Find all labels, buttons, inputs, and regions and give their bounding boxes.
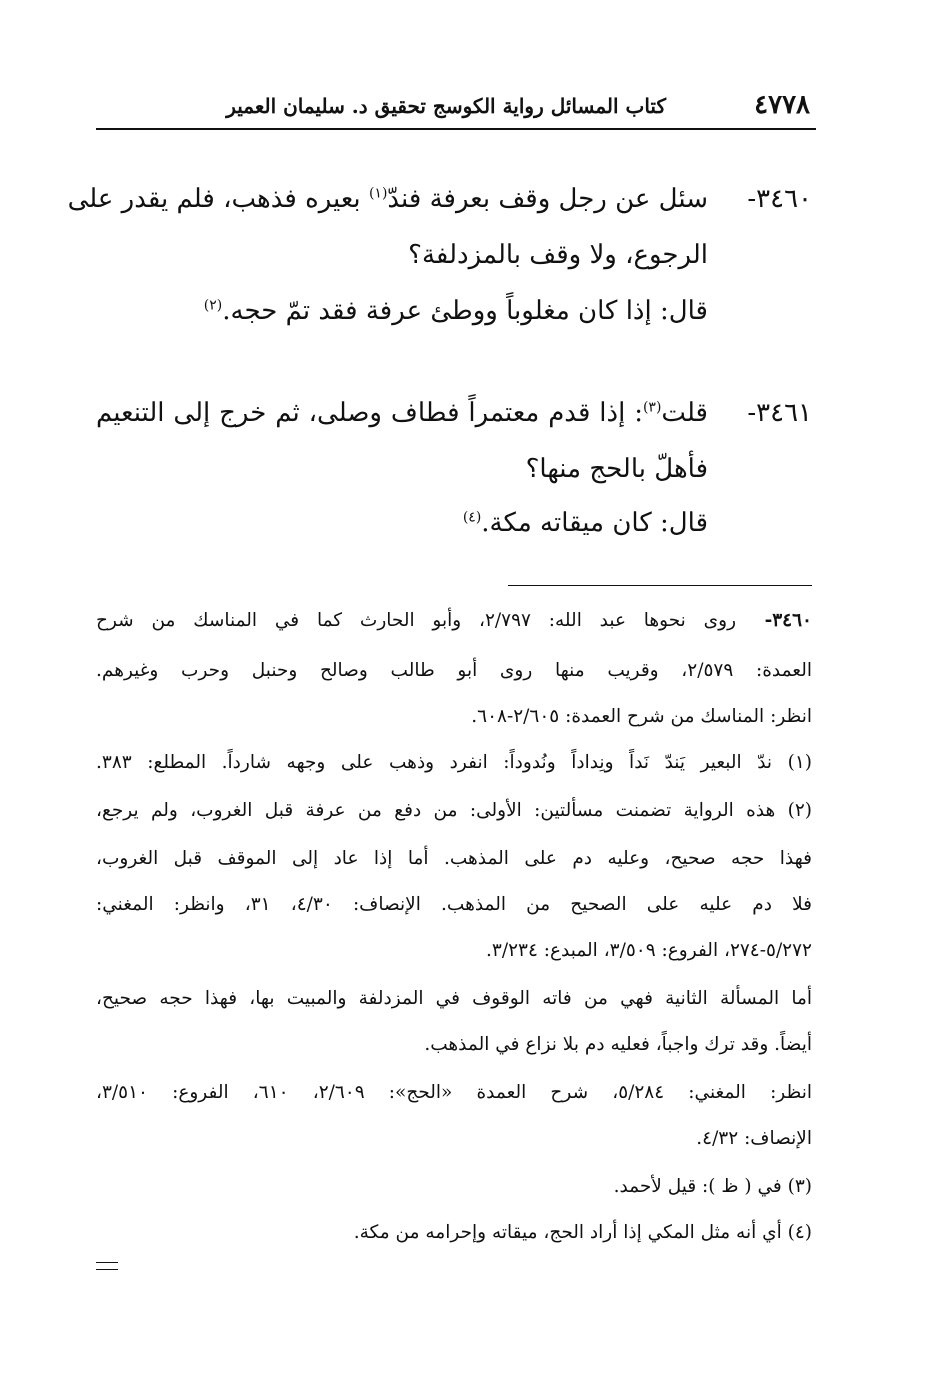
footnote-2-line-2: فهذا حجه صحيح، وعليه دم على المذهب. أما إذا عاد إلى الموقف قبل الغروب،: [96, 848, 812, 869]
footnote-2-line-4: ٥/٢٧٢-٢٧٤، الفروع: ٣/٥٠٩، المبدع: ٣/٢٣٤.: [486, 940, 812, 961]
footnote-2-line-5: أما المسألة الثانية فهي من فاته الوقوف في المزدلفة والمبيت بها، فهذا حجه صحيح،: [96, 988, 812, 1009]
footnote-2-line-8: الإنصاف: ٤/٣٢.: [696, 1128, 812, 1149]
footnote-3460-line-1: روى نحوها عبد الله: ٢/٧٩٧، وأبو الحارث كما في المناسك من شرح: [96, 610, 736, 631]
footnote-3460-label: ٣٤٦٠-: [764, 610, 812, 631]
page-end-mark: [96, 1262, 118, 1270]
footnote-ref-3: (٣): [642, 399, 662, 416]
entry-3461-line-1: قلت$^{(٣)}$: إذا قدم معتمراً فطاف وصلى، ثم خرج إلى التنعيم: [96, 398, 708, 428]
footnote-separator: [508, 585, 812, 586]
footnote-2-line-1: (٢) هذه الرواية تضمنت مسألتين: الأولى: من دفع من عرفة قبل الغروب، ولم يرجع،: [96, 800, 812, 821]
entry-3460-number: ٣٤٦٠-: [747, 184, 812, 214]
footnote-ref-4: (٤): [462, 509, 482, 526]
footnote-2-line-7: انظر: المغني: ٥/٢٨٤، شرح العمدة «الحج»: ٢/٦٠٩، ٦١٠، الفروع: ٣/٥١٠،: [96, 1082, 812, 1103]
entry-3461-line-3: قال: كان ميقاته مكة.$^{(٤)}$: [462, 508, 708, 538]
entry-3461-number: ٣٤٦١-: [747, 398, 812, 428]
entry-3461-line-2: فأهلّ بالحج منها؟: [525, 454, 708, 484]
footnote-3460-line-2: العمدة: ٢/٥٧٩، وقريب منها روى أبو طالب وصالح وحنبل وحرب وغيرهم.: [96, 660, 812, 681]
running-title: كتاب المسائل رواية الكوسج تحقيق د. سليمان العمير: [226, 94, 666, 118]
footnote-ref-2: (٢): [203, 297, 223, 314]
footnote-ref-1: (١): [368, 185, 388, 202]
footnote-1: (١) ندّ البعير يَندّ نَداً ونِداداً ونُدوداً: انفرد وذهب على وجهه شارداً. المطلع: ٣٨٣.: [96, 752, 812, 773]
footnote-2-line-3: فلا دم عليه على الصحيح من المذهب. الإنصاف: ٤/٣٠، ٣١، وانظر: المغني:: [96, 894, 813, 915]
footnote-2-line-6: أيضاً. وقد ترك واجباً، فعليه دم بلا نزاع في المذهب.: [424, 1034, 812, 1055]
footnote-3460-line-3: انظر: المناسك من شرح العمدة: ٢/٦٠٥-٦٠٨.: [471, 706, 812, 727]
page-header: [96, 88, 816, 130]
entry-3460-line-3: قال: إذا كان مغلوباً ووطئ عرفة فقد تمّ حجه.$^{(٢)}$: [203, 296, 708, 326]
footnote-3: (٣) في ( ظ ): قيل لأحمد.: [613, 1176, 812, 1197]
footnote-4: (٤) أي أنه مثل المكي إذا أراد الحج، ميقاته وإحرامه من مكة.: [353, 1222, 812, 1243]
page-number: ٤٧٧٨: [754, 90, 810, 120]
entry-3460-line-2: الرجوع، ولا وقف بالمزدلفة؟: [408, 240, 708, 270]
entry-3460-line-1: سئل عن رجل وقف بعرفة فندّ$^{(١)}$ بعيره فذهب، فلم يقدر على: [67, 184, 708, 214]
